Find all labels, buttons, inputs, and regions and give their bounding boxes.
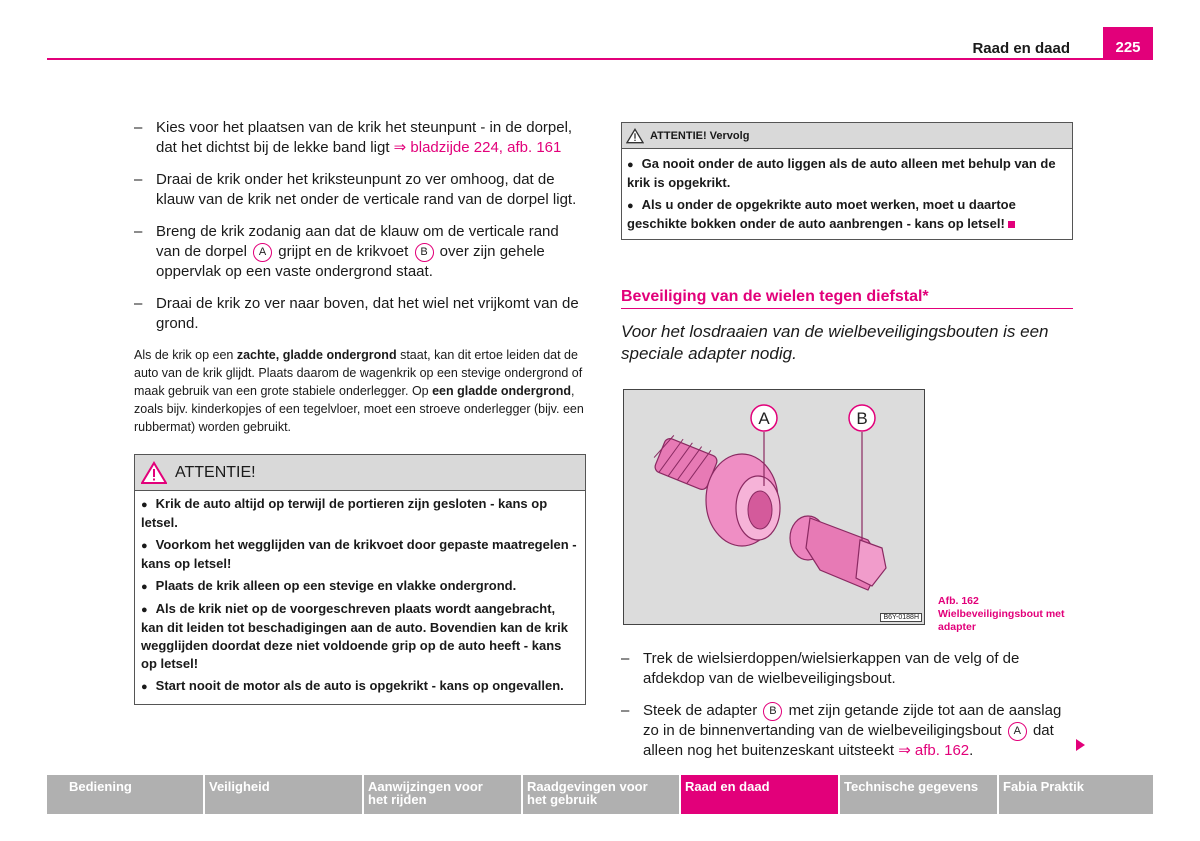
warning-item: ● Als u onder de opgekrikte auto moet werken, moet u daartoe geschikte bokken onder de auto aanbrengen - kans op letsel! — [627, 197, 1016, 231]
figure-row — [621, 389, 1073, 633]
callout-a-label: A — [758, 409, 770, 428]
warning-triangle-icon — [141, 461, 167, 485]
step-item: – Steek de adapter B met zijn getande zijde tot aan de aanslag zo in de binnenvertanding van de wielbeveiligingsbout A dat alleen nog het buitenzeskant uitsteekt ⇒ afb. 162. — [621, 702, 1062, 759]
step-item: – Kies voor het plaatsen van de krik het steunpunt - in de dorpel, dat het dichtst bij de lekke band ligt ⇒ bladzijde 224, afb. 161 — [134, 119, 573, 156]
warning-header — [135, 455, 585, 491]
end-marker-icon — [1008, 221, 1015, 228]
warning-continued-title: ATTENTIE! Vervolg — [650, 129, 750, 142]
marker-a-icon: A — [1008, 722, 1027, 741]
procedure-list — [621, 649, 1073, 761]
step-text: Kies voor het plaatsen van de krik het steunpunt - in de dorpel, dat het dichtst bij de lekke band ligt — [156, 119, 573, 156]
wheel-lock-bolt-illustration — [624, 390, 924, 624]
warning-item: ● Plaats de krik alleen op een stevige en vlakke ondergrond. — [141, 578, 517, 593]
tab-veiligheid[interactable]: Veiligheid — [205, 775, 362, 814]
page-reference-link[interactable]: ⇒ bladzijde 224, afb. 161 — [393, 139, 562, 156]
chapter-title: Raad en daad — [972, 40, 1070, 57]
figure-caption: Afb. 162 Wielbeveiligingsbout met adapter — [938, 595, 1065, 633]
step-text: dat alleen nog het buitenzeskant uitsteekt — [643, 722, 1054, 759]
tab-fabia-praktik[interactable]: Fabia Praktik — [999, 775, 1153, 814]
figure-162 — [623, 389, 925, 625]
tab-technische-gegevens[interactable]: Technische gegevens — [840, 775, 997, 814]
tab-bediening[interactable]: Bediening — [47, 775, 203, 814]
marker-b-icon: B — [763, 702, 782, 721]
step-text: grijpt en de krikvoet — [278, 243, 409, 260]
step-item: – Breng de krik zodanig aan dat de klauw om de verticale rand van de dorpel A grijpt en de krikvoet B over zijn gehele oppervlak op een vaste ondergrond staat. — [134, 223, 559, 280]
note-text: staat, kan dit ertoe leiden dat de auto van de krik glijdt. Plaats daarom de wagenkrik op een stevige ondergrond of maak gebruik van een grote stabiele onderlegger. Op — [134, 348, 583, 398]
figure-reference-link[interactable]: ⇒ afb. 162 — [898, 742, 970, 759]
tab-raadgevingen-voor-het-gebruik[interactable]: Raadgevingen voor het gebruik — [523, 775, 679, 814]
note-bold: een gladde ondergrond — [432, 384, 572, 398]
step-text: Breng de krik zodanig aan dat de klauw om de verticale rand van de dorpel — [156, 223, 559, 260]
callout-b-label: B — [856, 409, 868, 428]
step-text: Trek de wielsierdoppen/wielsierkappen van de velg of de afdekdop van de wielbeveiligingsbout. — [643, 650, 1020, 687]
step-text: Steek de adapter — [643, 702, 758, 719]
step-item: – Trek de wielsierdoppen/wielsierkappen van de velg of de afdekdop van de wielbeveiligingsbout. — [621, 650, 1020, 687]
section-title: Beveiliging van de wielen tegen diefstal* — [621, 288, 1073, 309]
figure-code: B6Y-0188H — [880, 613, 922, 622]
note-text: Als de krik op een — [134, 348, 237, 362]
tab-aanwijzingen-voor-het-rijden[interactable]: Aanwijzingen voor het rijden — [364, 775, 521, 814]
warning-body — [135, 491, 585, 704]
warning-item: ● Krik de auto altijd op terwijl de portieren zijn gesloten - kans op letsel. — [141, 496, 548, 530]
step-text: Draai de krik zo ver naar boven, dat het wiel net vrijkomt van de grond. — [156, 295, 579, 332]
right-column — [621, 118, 1073, 773]
step-text: . — [969, 742, 974, 759]
section-intro: Voor het losdraaien van de wielbeveiligingsbouten is een speciale adapter nodig. — [621, 322, 1049, 363]
warning-item: ● Voorkom het wegglijden van de krikvoet door gepaste maatregelen - kans op letsel! — [141, 537, 577, 571]
warning-continued-body — [622, 149, 1072, 239]
step-item: – Draai de krik onder het kriksteunpunt zo ver omhoog, dat de klauw van de krik net onder de verticale rand van de dorpel ligt. — [134, 171, 577, 208]
note-bold: zachte, gladde ondergrond — [236, 348, 397, 362]
note-paragraph — [134, 346, 586, 436]
step-text: met zijn getande zijde tot aan de aanslag zo in de binnenvertanding van de wielbeveiligingsbout — [643, 702, 1062, 739]
chapter-tab-bar — [47, 775, 1153, 814]
warning-continued-box — [621, 122, 1073, 240]
header-rule — [47, 58, 1153, 60]
warning-item: ● Als de krik niet op de voorgeschreven plaats wordt aangebracht, kan dit leiden tot beschadigingen aan de auto. Bovendien kan de krik wegglijden doordat deze niet voldoende grip op de auto heeft - kans op letsel! — [141, 601, 568, 671]
step-text: Draai de krik onder het kriksteunpunt zo ver omhoog, dat de klauw van de krik net onder de verticale rand van de dorpel ligt. — [156, 171, 577, 208]
note-text: , zoals bijv. kinderkopjes of een tegelvloer, moet een stroeve onderlegger (bijv. een rubbermat) worden gebruikt. — [134, 384, 584, 434]
marker-b-icon: B — [415, 243, 434, 262]
next-page-arrow-icon[interactable] — [1076, 739, 1085, 751]
marker-a-icon: A — [253, 243, 272, 262]
left-column — [134, 118, 586, 705]
step-text: over zijn gehele oppervlak op een vaste ondergrond staat. — [156, 243, 545, 280]
warning-item: ● Ga nooit onder de auto liggen als de auto alleen met behulp van de krik is opgekrikt. — [627, 156, 1056, 190]
warning-triangle-icon — [626, 128, 644, 144]
warning-continued-header — [622, 123, 1072, 149]
warning-item: ● Start nooit de motor als de auto is opgekrikt - kans op ongevallen. — [141, 678, 564, 693]
page-number: 225 — [1103, 27, 1153, 60]
step-item: – Draai de krik zo ver naar boven, dat het wiel net vrijkomt van de grond. — [134, 295, 579, 332]
warning-box — [134, 454, 586, 705]
warning-title: ATTENTIE! — [175, 463, 256, 481]
tab-raad-en-daad[interactable]: Raad en daad — [681, 775, 838, 814]
